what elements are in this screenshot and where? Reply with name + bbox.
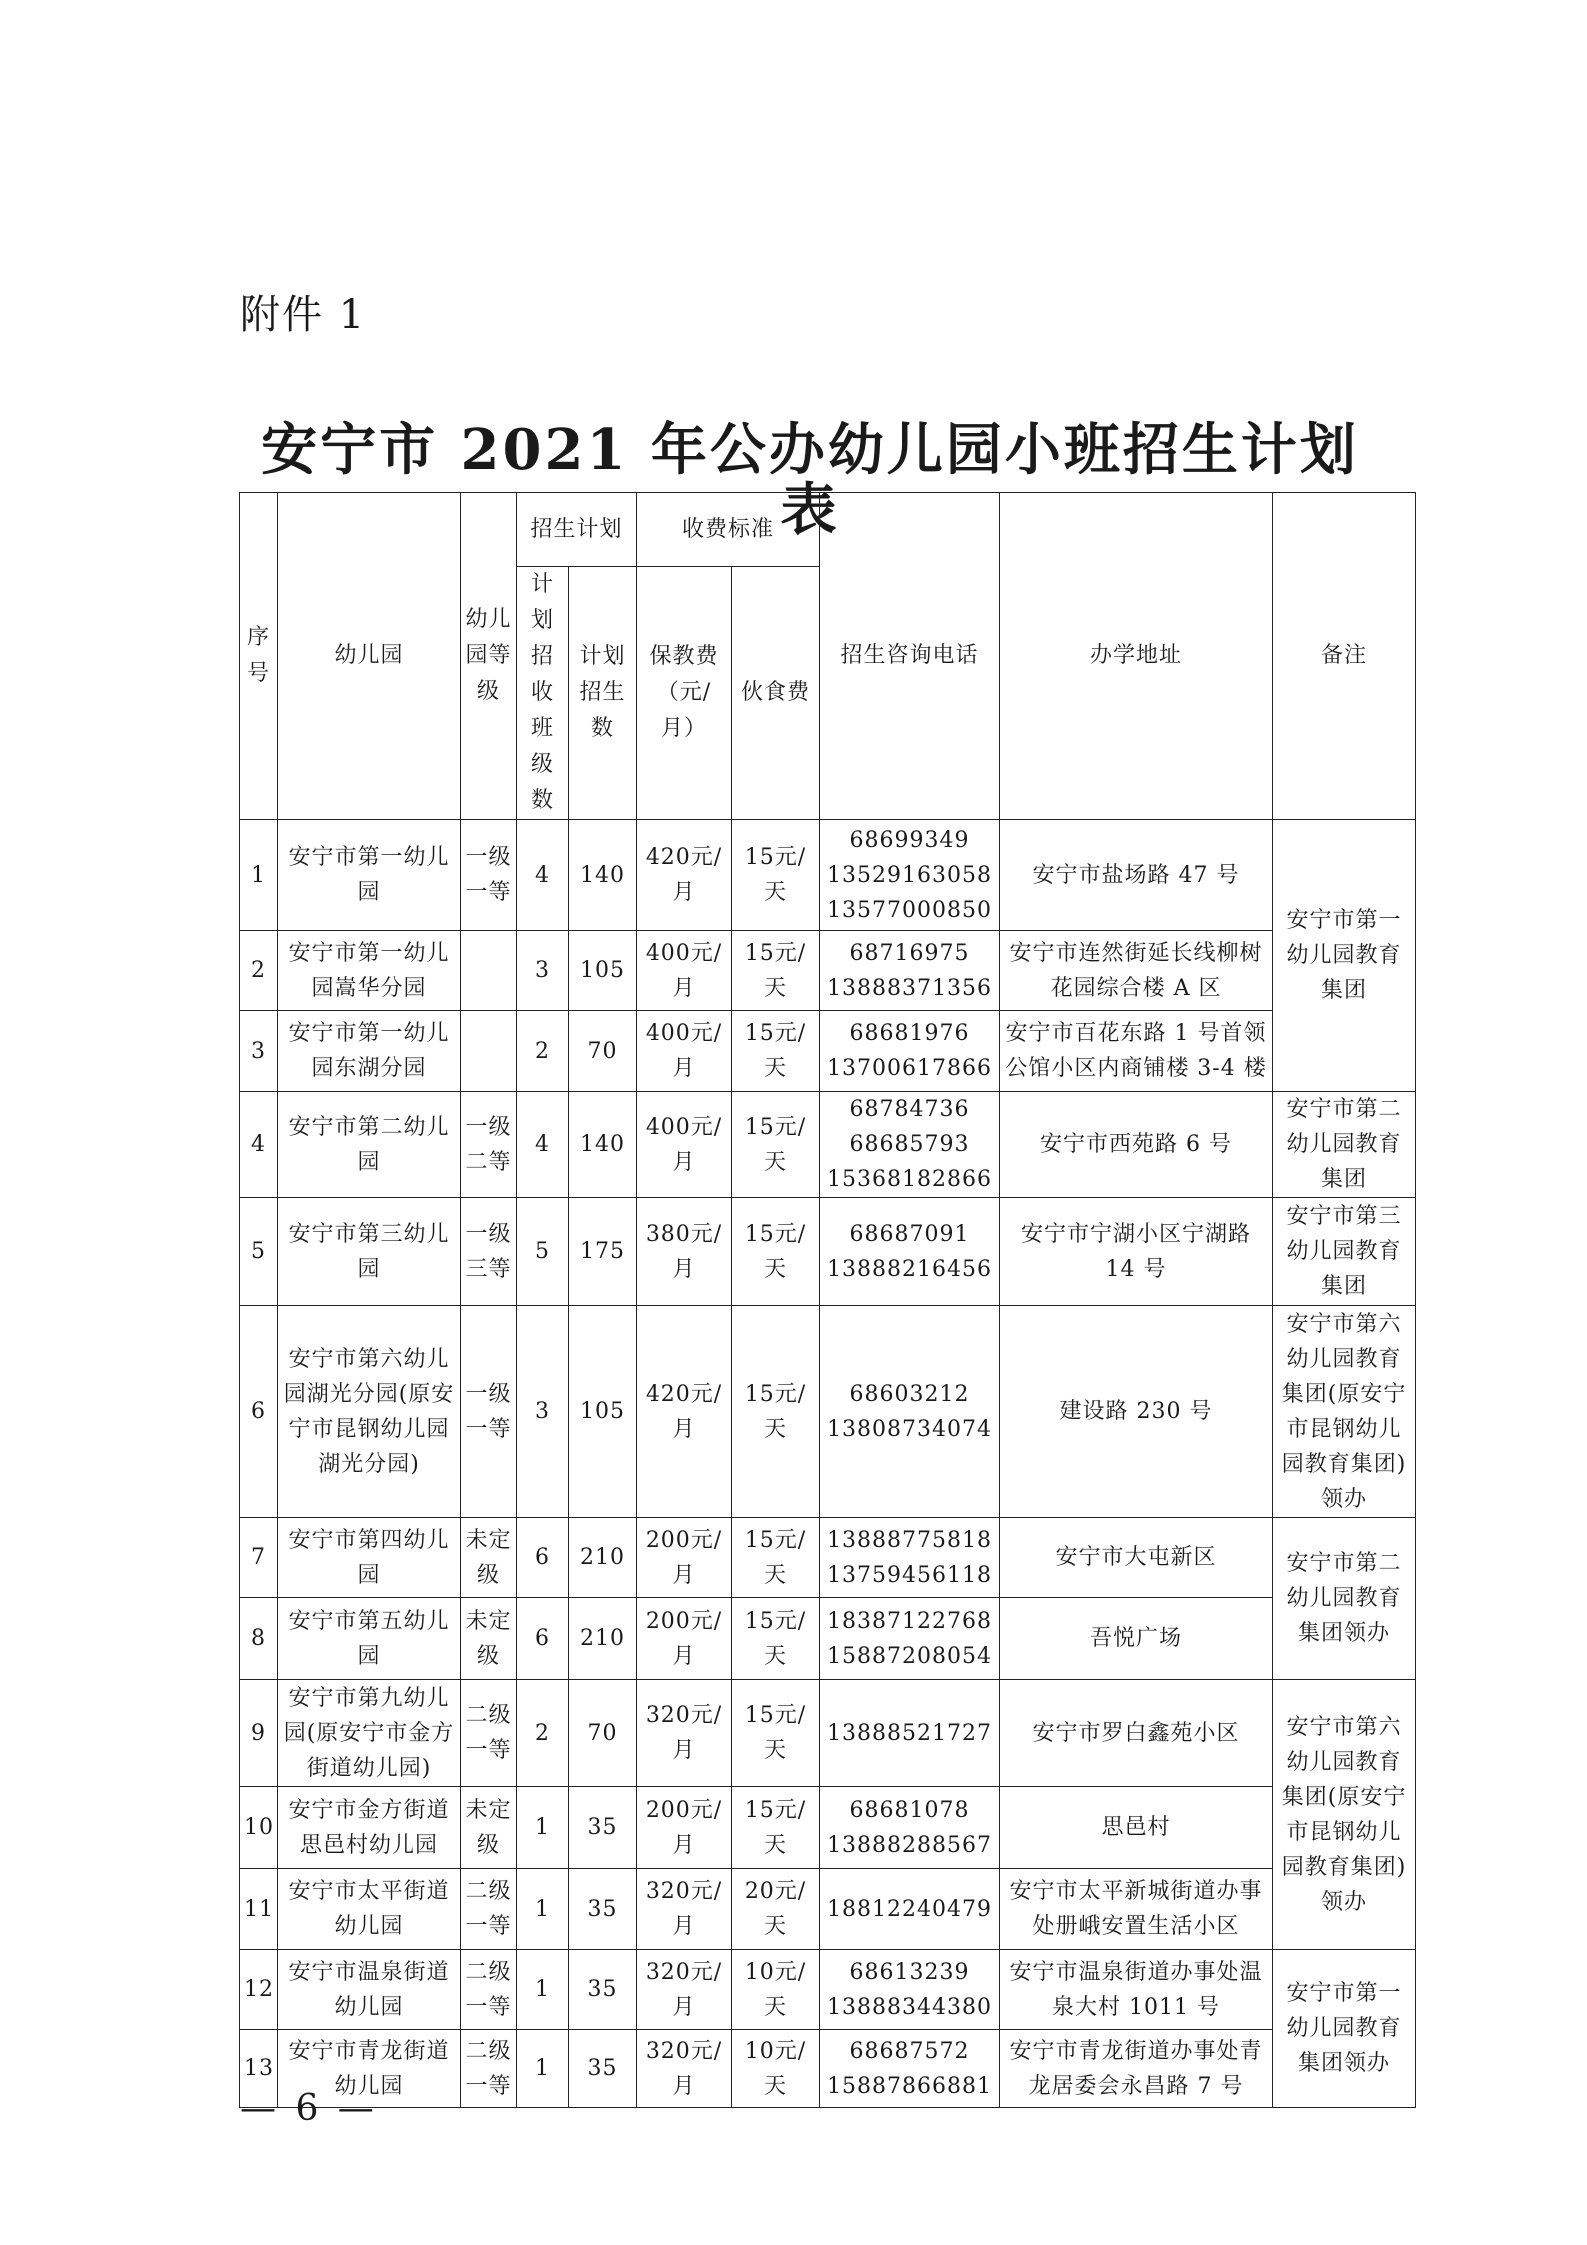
cell-phone: 18812240479 [820,1869,1000,1950]
cell-seq: 8 [240,1598,278,1680]
cell-tuition: 400元/月 [637,1092,732,1198]
cell-remark: 安宁市第二幼儿园教育集团领办 [1273,1518,1416,1680]
cell-seq: 3 [240,1011,278,1092]
attachment-label: 附件 1 [240,292,367,338]
cell-classes: 3 [517,1306,569,1518]
cell-seq: 12 [240,1950,278,2030]
cell-phone: 13888521727 [820,1680,1000,1787]
cell-address: 安宁市温泉街道办事处温泉大村 1011 号 [1000,1950,1273,2030]
cell-students: 35 [569,1869,637,1950]
cell-tuition: 320元/月 [637,1950,732,2030]
cell-kindergarten: 安宁市第六幼儿园湖光分园(原安宁市昆钢幼儿园湖光分园) [278,1306,461,1518]
cell-kindergarten: 安宁市太平街道幼儿园 [278,1869,461,1950]
cell-phone: 68687091 13888216456 [820,1198,1000,1306]
header-fee-standard: 收费标准 [637,493,820,567]
cell-kindergarten: 安宁市第一幼儿园嵩华分园 [278,931,461,1011]
cell-grade: 未定级 [461,1598,517,1680]
cell-seq: 13 [240,2030,278,2108]
cell-phone: 68613239 13888344380 [820,1950,1000,2030]
cell-phone: 18387122768 15887208054 [820,1598,1000,1680]
cell-students: 35 [569,2030,637,2108]
header-students: 计划招生数 [569,567,637,820]
cell-grade: 二级一等 [461,1950,517,2030]
cell-address: 安宁市罗白鑫苑小区 [1000,1680,1273,1787]
cell-tuition: 400元/月 [637,931,732,1011]
cell-phone: 68784736 68685793 15368182866 [820,1092,1000,1198]
cell-kindergarten: 安宁市第四幼儿园 [278,1518,461,1598]
cell-students: 140 [569,820,637,931]
cell-grade: 二级一等 [461,2030,517,2108]
cell-phone: 68687572 15887866881 [820,2030,1000,2108]
cell-tuition: 400元/月 [637,1011,732,1092]
header-meal: 伙食费 [732,567,820,820]
cell-remark: 安宁市第六幼儿园教育集团(原安宁市昆钢幼儿园教育集团)领办 [1273,1306,1416,1518]
cell-address: 安宁市西苑路 6 号 [1000,1092,1273,1198]
cell-phone: 68603212 13808734074 [820,1306,1000,1518]
cell-tuition: 420元/月 [637,820,732,931]
cell-meal: 15元/天 [732,1092,820,1198]
header-enroll-plan: 招生计划 [517,493,637,567]
cell-seq: 7 [240,1518,278,1598]
cell-meal: 15元/天 [732,1680,820,1787]
cell-seq: 11 [240,1869,278,1950]
cell-seq: 9 [240,1680,278,1787]
cell-classes: 3 [517,931,569,1011]
header-classes: 计划招收班级数 [517,567,569,820]
cell-remark: 安宁市第六幼儿园教育集团(原安宁市昆钢幼儿园教育集团)领办 [1273,1680,1416,1950]
cell-kindergarten: 安宁市温泉街道幼儿园 [278,1950,461,2030]
table-row [240,1787,1416,1869]
table-row [240,1518,1416,1598]
cell-address: 安宁市宁湖小区宁湖路 14 号 [1000,1198,1273,1306]
cell-kindergarten: 安宁市第一幼儿园东湖分园 [278,1011,461,1092]
enrollment-table-wrapper [239,492,1416,2108]
table-row [240,931,1416,1011]
table-row [240,1950,1416,2030]
cell-seq: 10 [240,1787,278,1869]
cell-phone: 68716975 13888371356 [820,931,1000,1011]
cell-grade: 一级二等 [461,1092,517,1198]
cell-address: 思邑村 [1000,1787,1273,1869]
cell-address: 安宁市百花东路 1 号首领公馆小区内商铺楼 3-4 楼 [1000,1011,1273,1092]
cell-meal: 10元/天 [732,2030,820,2108]
cell-grade: 一级三等 [461,1198,517,1306]
page-number: — 6 — [240,2088,378,2129]
cell-students: 175 [569,1198,637,1306]
cell-grade: 未定级 [461,1518,517,1598]
cell-address: 安宁市连然街延长线柳树花园综合楼 A 区 [1000,931,1273,1011]
cell-address: 吾悦广场 [1000,1598,1273,1680]
table-row [240,1869,1416,1950]
table-row [240,820,1416,931]
cell-classes: 1 [517,1787,569,1869]
cell-meal: 15元/天 [732,1011,820,1092]
cell-classes: 4 [517,1092,569,1198]
cell-meal: 10元/天 [732,1950,820,2030]
cell-students: 105 [569,1306,637,1518]
header-address: 办学地址 [1000,493,1273,820]
header-grade: 幼儿园等级 [461,493,517,820]
cell-classes: 2 [517,1011,569,1092]
cell-tuition: 200元/月 [637,1787,732,1869]
table-row [240,2030,1416,2108]
cell-meal: 15元/天 [732,1518,820,1598]
cell-tuition: 320元/月 [637,2030,732,2108]
cell-grade: 二级一等 [461,1680,517,1787]
cell-grade [461,931,517,1011]
cell-tuition: 380元/月 [637,1198,732,1306]
cell-meal: 15元/天 [732,1598,820,1680]
cell-meal: 15元/天 [732,1787,820,1869]
cell-remark: 安宁市第一幼儿园教育集团领办 [1273,1950,1416,2108]
cell-address: 安宁市盐场路 47 号 [1000,820,1273,931]
cell-remark: 安宁市第二幼儿园教育集团 [1273,1092,1416,1198]
cell-seq: 2 [240,931,278,1011]
cell-remark: 安宁市第三幼儿园教育集团 [1273,1198,1416,1306]
header-phone: 招生咨询电话 [820,493,1000,820]
cell-address: 安宁市大屯新区 [1000,1518,1273,1598]
cell-meal: 15元/天 [732,931,820,1011]
cell-students: 70 [569,1011,637,1092]
cell-address: 安宁市青龙街道办事处青龙居委会永昌路 7 号 [1000,2030,1273,2108]
cell-classes: 1 [517,2030,569,2108]
cell-address: 安宁市太平新城街道办事处册峨安置生活小区 [1000,1869,1273,1950]
cell-meal: 15元/天 [732,1198,820,1306]
cell-grade: 一级一等 [461,820,517,931]
cell-meal: 15元/天 [732,820,820,931]
cell-classes: 6 [517,1598,569,1680]
cell-kindergarten: 安宁市青龙街道幼儿园 [278,2030,461,2108]
cell-students: 140 [569,1092,637,1198]
cell-tuition: 320元/月 [637,1869,732,1950]
table-row [240,1680,1416,1787]
cell-students: 210 [569,1598,637,1680]
cell-classes: 1 [517,1869,569,1950]
table-row [240,1011,1416,1092]
table-row [240,1198,1416,1306]
cell-tuition: 200元/月 [637,1598,732,1680]
cell-students: 70 [569,1680,637,1787]
cell-kindergarten: 安宁市第五幼儿园 [278,1598,461,1680]
cell-tuition: 320元/月 [637,1680,732,1787]
header-seq: 序号 [240,493,278,820]
cell-tuition: 200元/月 [637,1518,732,1598]
cell-kindergarten: 安宁市第三幼儿园 [278,1198,461,1306]
cell-grade: 一级一等 [461,1306,517,1518]
enrollment-table [239,492,1416,2108]
table-row [240,1092,1416,1198]
cell-classes: 1 [517,1950,569,2030]
cell-grade: 未定级 [461,1787,517,1869]
cell-meal: 15元/天 [732,1306,820,1518]
cell-address: 建设路 230 号 [1000,1306,1273,1518]
document-title: 安宁市 2021 年公办幼儿园小班招生计划表 [261,417,1359,543]
cell-phone: 68681976 13700617866 [820,1011,1000,1092]
cell-kindergarten: 安宁市第九幼儿园(原安宁市金方街道幼儿园) [278,1680,461,1787]
cell-remark: 安宁市第一幼儿园教育集团 [1273,820,1416,1092]
cell-classes: 4 [517,820,569,931]
cell-phone: 68681078 13888288567 [820,1787,1000,1869]
cell-tuition: 420元/月 [637,1306,732,1518]
header-remark: 备注 [1273,493,1416,820]
cell-seq: 5 [240,1198,278,1306]
cell-meal: 20元/天 [732,1869,820,1950]
cell-classes: 2 [517,1680,569,1787]
cell-kindergarten: 安宁市金方街道思邑村幼儿园 [278,1787,461,1869]
cell-seq: 1 [240,820,278,931]
cell-kindergarten: 安宁市第一幼儿园 [278,820,461,931]
cell-kindergarten: 安宁市第二幼儿园 [278,1092,461,1198]
cell-students: 105 [569,931,637,1011]
cell-students: 35 [569,1787,637,1869]
cell-seq: 6 [240,1306,278,1518]
cell-students: 35 [569,1950,637,2030]
cell-students: 210 [569,1518,637,1598]
cell-classes: 5 [517,1198,569,1306]
header-tuition: 保教费（元/月） [637,567,732,820]
cell-classes: 6 [517,1518,569,1598]
cell-grade [461,1011,517,1092]
cell-phone: 68699349 13529163058 13577000850 [820,820,1000,931]
table-row [240,1598,1416,1680]
cell-seq: 4 [240,1092,278,1198]
header-kindergarten: 幼儿园 [278,493,461,820]
cell-grade: 二级一等 [461,1869,517,1950]
cell-phone: 13888775818 13759456118 [820,1518,1000,1598]
table-row [240,1306,1416,1518]
